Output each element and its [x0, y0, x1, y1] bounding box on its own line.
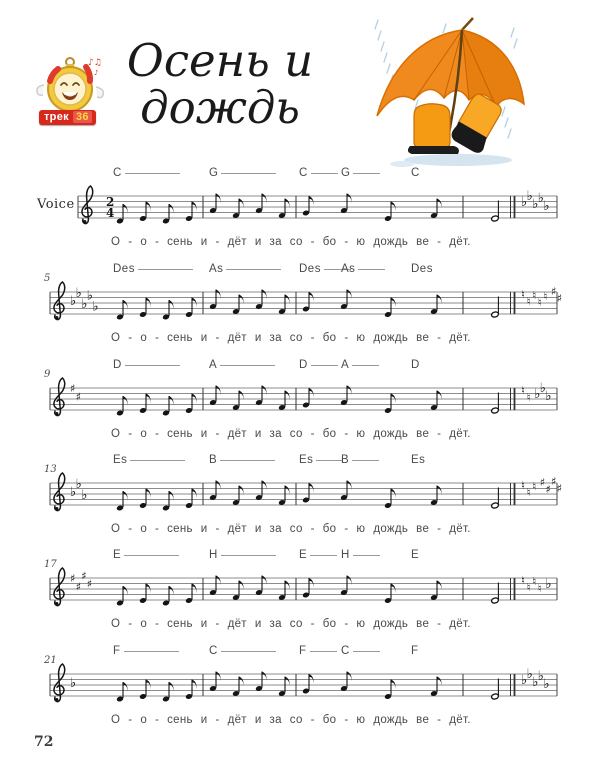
lyric-syllable: - [155, 523, 160, 535]
lyrics-line [111, 332, 471, 344]
track-badge-label: трек [44, 111, 69, 123]
lyric-syllable: - [344, 236, 349, 248]
score-system-4 [0, 453, 600, 548]
key-change-natural-icon: ♮ [532, 575, 537, 588]
key-signature-sharp-icon: ♯ [75, 580, 81, 594]
lyric-syllable: - [155, 236, 160, 248]
track-badge-number: 36 [73, 111, 92, 123]
lyric-syllable: ю [356, 236, 366, 248]
lyric-syllable: дождь [373, 523, 409, 535]
key-change-natural-icon: ♮ [532, 480, 537, 493]
key-change-natural-icon: ♮ [543, 290, 548, 303]
svg-text:♪♫: ♪♫ [88, 58, 102, 68]
chord-label-text: F [411, 645, 419, 657]
lyric-syllable: ю [356, 523, 366, 535]
lyric-syllable: бо [322, 618, 337, 630]
lyric-syllable: со [289, 618, 303, 630]
lyric-syllable: - [155, 332, 160, 344]
chord-label-text: B [209, 454, 218, 466]
chord-label-text: As [341, 263, 356, 275]
lyric-syllable: за [269, 714, 282, 726]
lyric-syllable: и [200, 332, 208, 344]
lyric-syllable: за [269, 618, 282, 630]
score-system-1 [0, 166, 600, 261]
lyric-syllable: дёт. [449, 236, 471, 248]
key-change-natural-icon: ♮ [521, 384, 525, 397]
lyrics-line [111, 236, 471, 248]
lyric-syllable: - [128, 236, 133, 248]
chord-label-text: A [209, 359, 218, 371]
chord-label-text: H [209, 549, 218, 561]
lyric-syllable: и [200, 523, 208, 535]
key-change-flat-icon: ♭ [521, 195, 528, 210]
lyric-syllable: - [215, 236, 220, 248]
lyric-syllable: и [254, 428, 262, 440]
chord-label-text: Des [411, 263, 433, 275]
measure-number: 9 [44, 369, 51, 380]
page-title-line2: дождь [140, 80, 300, 134]
lyrics-line [111, 523, 471, 535]
lyric-syllable: - [437, 428, 442, 440]
lyric-syllable: - [310, 332, 315, 344]
lyric-syllable: сень [167, 332, 193, 344]
lyric-syllable: и [254, 714, 262, 726]
lyric-syllable: и [200, 618, 208, 630]
key-signature-flat-icon: ♭ [75, 477, 82, 492]
lyric-syllable: бо [322, 236, 337, 248]
lyric-syllable: и [254, 618, 262, 630]
lyric-syllable: ве [416, 714, 430, 726]
chord-label-text: C [113, 167, 122, 179]
lyric-syllable: ве [416, 618, 430, 630]
half-note-icon [491, 407, 499, 414]
key-signature-flat-icon: ♭ [70, 294, 77, 309]
chord-label-text: F [299, 645, 307, 657]
page-title [98, 34, 342, 134]
time-signature-bottom: 4 [106, 206, 115, 220]
chord-label-text: C [299, 167, 308, 179]
key-change-sharp-icon: ♯ [556, 482, 562, 495]
chord-label-text: D [411, 359, 420, 371]
chord-label-text: C [411, 167, 420, 179]
lyric-syllable: бо [322, 332, 337, 344]
lyric-syllable: за [269, 332, 282, 344]
lyric-syllable: дёт. [449, 618, 471, 630]
lyric-syllable: дёт. [449, 714, 471, 726]
lyric-syllable: дождь [373, 618, 409, 630]
half-note-icon [491, 693, 499, 700]
lyric-syllable: - [344, 428, 349, 440]
lyric-syllable: дождь [373, 236, 409, 248]
score-system-6 [0, 644, 600, 739]
lyric-syllable: бо [322, 714, 337, 726]
key-change-sharp-icon: ♯ [539, 476, 546, 489]
key-signature-sharp-icon: ♯ [70, 382, 76, 395]
lyric-syllable: дёт [227, 332, 247, 344]
chord-label-text: G [209, 167, 219, 179]
lyric-syllable: дёт [227, 714, 247, 726]
half-note-icon [491, 502, 499, 509]
lyric-syllable: о [140, 332, 148, 344]
key-signature-sharp-icon: ♯ [86, 577, 93, 591]
chord-label-text: D [113, 359, 122, 371]
key-change-flat-icon: ♭ [543, 677, 550, 692]
lyric-syllable: ве [416, 236, 430, 248]
key-change-natural-icon: ♮ [526, 486, 531, 499]
chord-label-text: C [209, 645, 218, 657]
lyric-syllable: - [437, 714, 442, 726]
lyric-syllable: - [155, 618, 160, 630]
lyric-syllable: - [128, 523, 133, 535]
key-change-natural-icon: ♮ [526, 391, 531, 404]
chord-label-text: Es [113, 454, 128, 466]
lyric-syllable: О [111, 332, 121, 344]
key-change-natural-icon: ♮ [521, 479, 525, 492]
key-change-flat-icon: ♭ [537, 191, 544, 206]
lyric-syllable: ю [356, 618, 366, 630]
chord-label-text: E [113, 549, 122, 561]
chord-label-text: A [341, 359, 350, 371]
lyric-syllable: дождь [373, 428, 409, 440]
lyric-syllable: - [310, 428, 315, 440]
lyric-syllable: дёт. [449, 332, 471, 344]
lyric-syllable: дёт [227, 428, 247, 440]
lyric-syllable: о [140, 236, 148, 248]
lyric-syllable: дёт [227, 618, 247, 630]
track-badge [39, 110, 96, 125]
chord-label-text: G [341, 167, 351, 179]
lyric-syllable: сень [167, 236, 193, 248]
svg-text:♪: ♪ [94, 69, 99, 77]
lyric-syllable: О [111, 236, 121, 248]
key-change-flat-icon: ♭ [545, 389, 552, 404]
chord-label-text: D [299, 359, 308, 371]
key-change-flat-icon: ♭ [537, 669, 544, 684]
lyric-syllable: - [155, 428, 160, 440]
key-signature-sharp-icon: ♯ [70, 572, 76, 585]
chord-label-text: Es [411, 454, 426, 466]
score-system-2 [0, 262, 600, 357]
lyric-syllable: ю [356, 332, 366, 344]
half-note-icon [491, 311, 499, 318]
key-change-flat-icon: ♭ [545, 577, 552, 592]
key-signature-flat-icon: ♭ [92, 299, 99, 315]
lyric-syllable: за [269, 523, 282, 535]
lyric-syllable: - [128, 332, 133, 344]
lyric-syllable: ю [356, 714, 366, 726]
lyric-syllable: - [215, 428, 220, 440]
key-signature-flat-icon: ♭ [70, 676, 77, 691]
lyric-syllable: - [310, 236, 315, 248]
lyric-syllable: - [215, 714, 220, 726]
lyric-syllable: и [200, 428, 208, 440]
lyric-syllable: - [155, 714, 160, 726]
lyric-syllable: дёт. [449, 428, 471, 440]
lyric-syllable: О [111, 618, 121, 630]
lyric-syllable: со [289, 428, 303, 440]
half-note-icon [491, 215, 499, 222]
lyric-syllable: - [310, 523, 315, 535]
chord-label-text: Es [299, 454, 314, 466]
key-signature-flat-icon: ♭ [81, 488, 88, 503]
lyric-syllable: ве [416, 428, 430, 440]
key-change-natural-icon: ♮ [526, 295, 531, 308]
lyric-syllable: дождь [373, 714, 409, 726]
measure-number: 17 [44, 559, 57, 570]
lyric-syllable: - [344, 618, 349, 630]
voice-part-label: Voice [37, 197, 75, 212]
lyrics-line [111, 618, 471, 630]
rain-boot-back [408, 104, 459, 154]
lyric-syllable: - [437, 523, 442, 535]
measure-number: 5 [44, 273, 51, 284]
key-change-flat-icon: ♭ [526, 189, 533, 204]
key-change-natural-icon: ♮ [532, 289, 537, 302]
key-change-sharp-icon: ♯ [545, 483, 551, 496]
lyric-syllable: - [344, 332, 349, 344]
lyric-syllable: ю [356, 428, 366, 440]
key-change-natural-icon: ♮ [521, 574, 525, 587]
lyric-syllable: - [437, 236, 442, 248]
measure-number: 21 [44, 655, 57, 666]
chord-label-text: E [299, 549, 308, 561]
lyric-syllable: О [111, 714, 121, 726]
lyric-syllable: ве [416, 523, 430, 535]
lyric-syllable: о [140, 714, 148, 726]
chord-label-text: C [341, 645, 350, 657]
lyrics-line [111, 714, 471, 726]
key-change-flat-icon: ♭ [532, 675, 539, 690]
time-signature-top: 2 [106, 195, 115, 209]
lyric-syllable: и [254, 523, 262, 535]
chord-label-text: Des [113, 263, 135, 275]
lyric-syllable: о [140, 523, 148, 535]
chord-label-text: B [341, 454, 350, 466]
key-change-flat-icon: ♭ [521, 673, 528, 688]
lyric-syllable: - [310, 714, 315, 726]
lyrics-line [111, 428, 471, 440]
lyric-syllable: ве [416, 332, 430, 344]
lyric-syllable: со [289, 714, 303, 726]
chord-label-text: H [341, 549, 350, 561]
lyric-syllable: О [111, 523, 121, 535]
score-system-5 [0, 548, 600, 643]
puddle-shape [404, 154, 512, 166]
chord-label-text: As [209, 263, 224, 275]
lyric-syllable: дёт [227, 236, 247, 248]
lyric-syllable: бо [322, 428, 337, 440]
key-signature-flat-icon: ♭ [75, 286, 82, 301]
lyric-syllable: и [200, 714, 208, 726]
lyric-syllable: бо [322, 523, 337, 535]
lyric-syllable: со [289, 523, 303, 535]
key-signature-flat-icon: ♭ [81, 297, 88, 312]
key-change-flat-icon: ♭ [526, 667, 533, 682]
page-title-line1: Осень и [126, 34, 314, 87]
lyric-syllable: - [128, 618, 133, 630]
lyric-syllable: - [215, 332, 220, 344]
lyric-syllable: - [215, 523, 220, 535]
lyric-syllable: со [289, 332, 303, 344]
lyric-syllable: О [111, 428, 121, 440]
key-change-natural-icon: ♮ [526, 581, 531, 594]
lyric-syllable: - [310, 618, 315, 630]
score-system-3 [0, 358, 600, 453]
lyric-syllable: о [140, 618, 148, 630]
umbrella-illustration [372, 16, 540, 168]
measure-number: 13 [44, 464, 57, 475]
key-change-flat-icon: ♭ [532, 197, 539, 212]
key-signature-flat-icon: ♭ [86, 288, 93, 304]
lyric-syllable: сень [167, 428, 193, 440]
key-change-sharp-icon: ♯ [556, 292, 562, 305]
key-change-sharp-icon: ♯ [551, 285, 557, 298]
lyric-syllable: - [344, 523, 349, 535]
lyric-syllable: за [269, 236, 282, 248]
lyric-syllable: - [128, 428, 133, 440]
lyric-syllable: сень [167, 714, 193, 726]
lyric-syllable: - [128, 714, 133, 726]
lyric-syllable: сень [167, 618, 193, 630]
key-change-flat-icon: ♭ [543, 199, 550, 214]
lyric-syllable: - [344, 714, 349, 726]
key-change-natural-icon: ♮ [521, 288, 525, 301]
lyric-syllable: - [437, 332, 442, 344]
lyric-syllable: и [254, 332, 262, 344]
lyric-syllable: и [254, 236, 262, 248]
key-signature-flat-icon: ♭ [70, 485, 77, 500]
key-change-flat-icon: ♭ [539, 381, 546, 396]
key-change-natural-icon: ♮ [537, 296, 542, 309]
key-change-flat-icon: ♭ [534, 387, 541, 402]
page-number: 72 [34, 734, 54, 750]
lyric-syllable: дёт [227, 523, 247, 535]
lyric-syllable: со [289, 236, 303, 248]
lyric-syllable: сень [167, 523, 193, 535]
lyric-syllable: о [140, 428, 148, 440]
lyric-syllable: дождь [373, 332, 409, 344]
lyric-syllable: и [200, 236, 208, 248]
key-signature-sharp-icon: ♯ [75, 390, 81, 404]
chord-label-text: F [113, 645, 121, 657]
lyric-syllable: - [437, 618, 442, 630]
lyric-syllable: за [269, 428, 282, 440]
chord-label-text: E [411, 549, 420, 561]
chord-label-text: Des [299, 263, 321, 275]
half-note-icon [491, 597, 499, 604]
lyric-syllable: - [215, 618, 220, 630]
key-change-natural-icon: ♮ [537, 582, 542, 595]
lyric-syllable: дёт. [449, 523, 471, 535]
key-change-sharp-icon: ♯ [551, 475, 557, 488]
key-signature-sharp-icon: ♯ [81, 569, 87, 583]
